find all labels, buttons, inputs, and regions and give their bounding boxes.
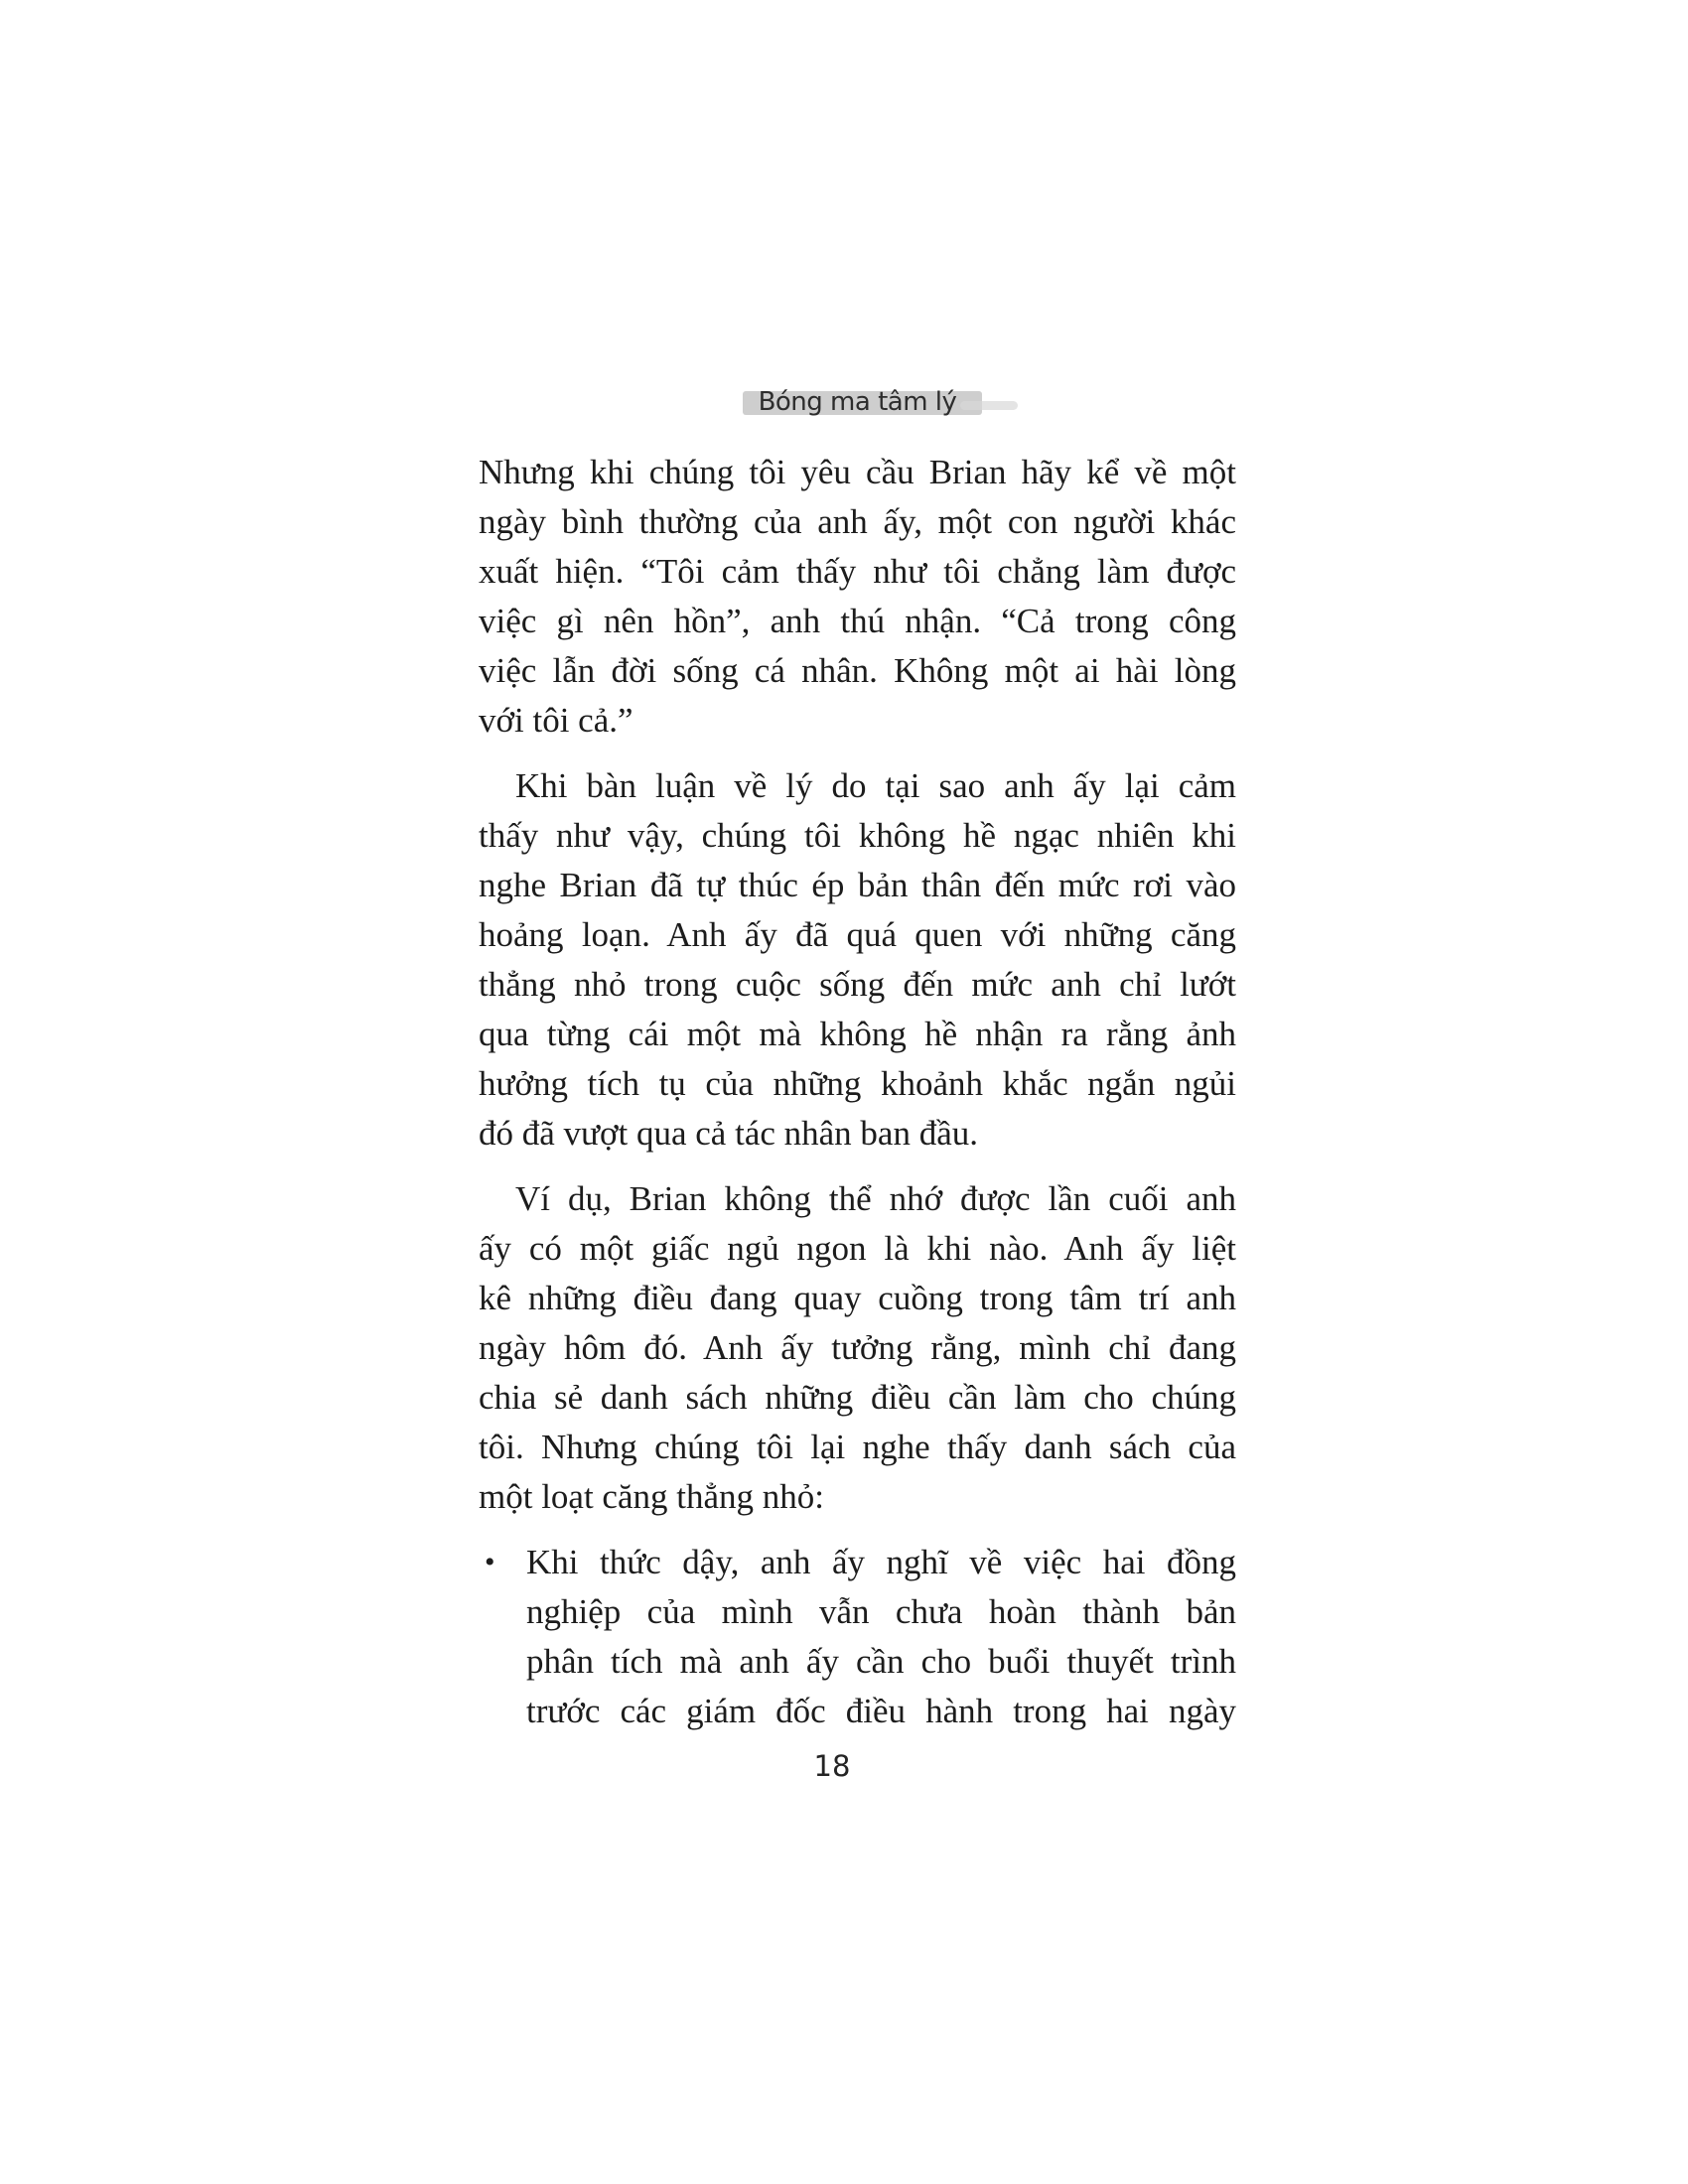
text-line: hoảng loạn. Anh ấy đã quá quen với những căng [479,915,1236,954]
text-line: Khi thức dậy, anh ấy nghĩ về việc hai đồng [526,1543,1236,1581]
text-line: ấy có một giấc ngủ ngon là khi nào. Anh ấy liệt [479,1229,1236,1268]
text-line: nghe Brian đã tự thúc ép bản thân đến mức rơi vào [479,866,1236,904]
text-line: Ví dụ, Brian không thể nhớ được lần cuối anh [515,1179,1236,1218]
text-line: tôi. Nhưng chúng tôi lại nghe thấy danh sách của [479,1428,1236,1466]
text-line: ngày bình thường của anh ấy, một con người khác [479,502,1236,541]
text-line: Khi bàn luận về lý do tại sao anh ấy lại cảm [515,766,1236,805]
text-line: một loạt căng thẳng nhỏ: [479,1477,824,1516]
text-line: thấy như vậy, chúng tôi không hề ngạc nhiên khi [479,816,1236,855]
running-header-title: Bóng ma tâm lý [759,386,957,418]
running-header [479,386,1236,422]
text-line: đó đã vượt qua cả tác nhân ban đầu. [479,1114,978,1153]
header-highlight-streak [960,401,1018,410]
text-line: nghiệp của mình vẫn chưa hoàn thành bản [526,1592,1236,1631]
paragraph [479,1174,1236,1522]
text-line: chia sẻ danh sách những điều cần làm cho chúng [479,1378,1236,1417]
header-highlight [743,391,983,415]
text-line: việc lẫn đời sống cá nhân. Không một ai hài lòng [479,651,1236,690]
text-line: xuất hiện. “Tôi cảm thấy như tôi chẳng làm được [479,552,1236,591]
text-line: thẳng nhỏ trong cuộc sống đến mức anh chỉ lướt [479,965,1236,1004]
bullet-text [526,1538,1236,1736]
paragraph [479,448,1236,746]
text-line: Nhưng khi chúng tôi yêu cầu Brian hãy kể về một [479,453,1236,491]
text-line: việc gì nên hồn”, anh thú nhận. “Cả trong công [479,602,1236,640]
bullet-marker: • [485,1546,495,1578]
page-number: 18 [813,1749,851,1783]
text-line: qua từng cái một mà không hề nhận ra rằng ảnh [479,1015,1236,1053]
text-line: hưởng tích tụ của những khoảnh khắc ngắn ngủi [479,1064,1236,1103]
page-body [479,448,1236,1752]
text-line: với tôi cả.” [479,701,633,740]
text-line: phân tích mà anh ấy cần cho buổi thuyết trình [526,1642,1236,1681]
paragraph [479,761,1236,1159]
bullet-item [479,1538,1236,1736]
text-line: kê những điều đang quay cuồng trong tâm trí anh [479,1279,1236,1317]
text-line: trước các giám đốc điều hành trong hai ngày [526,1692,1236,1730]
text-line: ngày hôm đó. Anh ấy tưởng rằng, mình chỉ đang [479,1328,1236,1367]
